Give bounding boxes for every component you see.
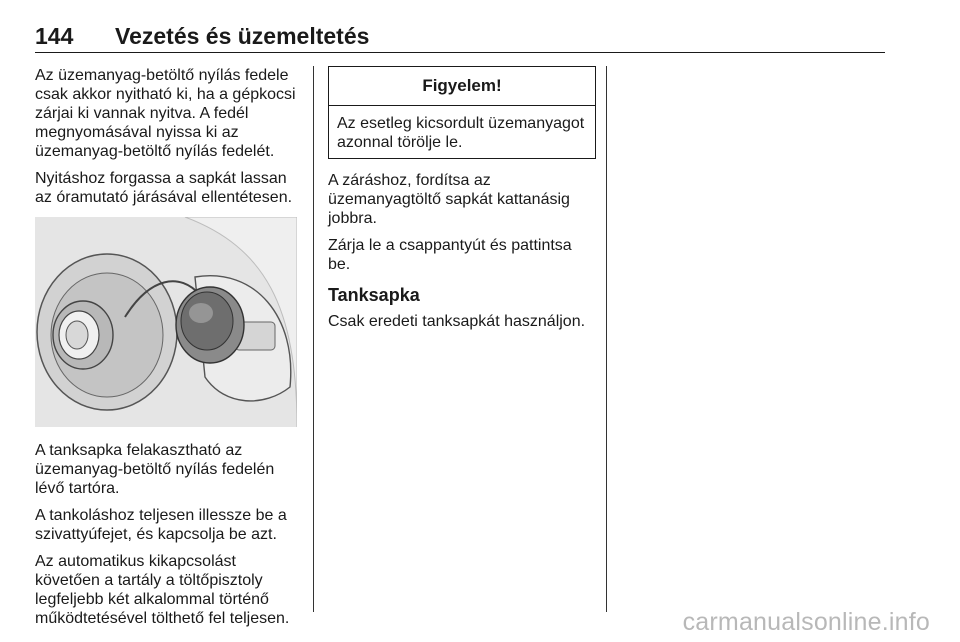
page-header [35,22,885,53]
column-1 [35,66,300,636]
warning-title: Figyelem! [329,67,595,106]
paragraph-close-cap: A záráshoz, fordítsa az üzemanyagtöltő sapkát kattanásig jobbra. [328,172,570,227]
paragraph-cap-holder: A tanksapka felakasztható az üzemanyag-betöltő nyílás fedelén lévő tartóra. [35,442,275,497]
chapter-title: Vezetés és üzemeltetés [115,23,370,49]
paragraph-original-cap: Csak eredeti tanksapkát használjon. [328,313,586,330]
column-divider-2 [606,66,607,612]
paragraph-fuel-flap-unlock: Az üzemanyag-betöltő nyílás fedele csak akkor nyitható ki, ha a gépkocsi zárjai ki vannak nyitva. A fedél megnyomásával nyissa ki az üzemanyag-betöltő nyílás fedelét. [35,67,296,160]
paragraph-open-cap: Nyitáshoz forgassa a sapkát lassan az óramutató járásával ellentétesen. [35,170,293,206]
column-divider-1 [313,66,314,612]
page-number: 144 [35,23,74,49]
section-heading-tanksapka: Tanksapka [328,285,420,305]
paragraph-close-flap: Zárja le a csappantyút és pattintsa be. [328,237,572,273]
warning-text: Az esetleg kicsordult üzemanyagot azonnal törölje le. [337,115,585,151]
paragraph-auto-shutoff: Az automatikus kikapcsolást követően a tartály a töltőpisztoly legfeljebb két alkalommal történő működtetésével tölthető fel teljesen. [35,553,290,627]
fuel-cap-illustration [35,217,297,427]
warning-box [328,66,596,159]
paragraph-insert-nozzle: A tankoláshoz teljesen illessze be a szivattyúfejet, és kapcsolja be azt. [35,507,287,543]
watermark: carmanualsonline.info [682,608,930,636]
column-2 [328,66,596,339]
